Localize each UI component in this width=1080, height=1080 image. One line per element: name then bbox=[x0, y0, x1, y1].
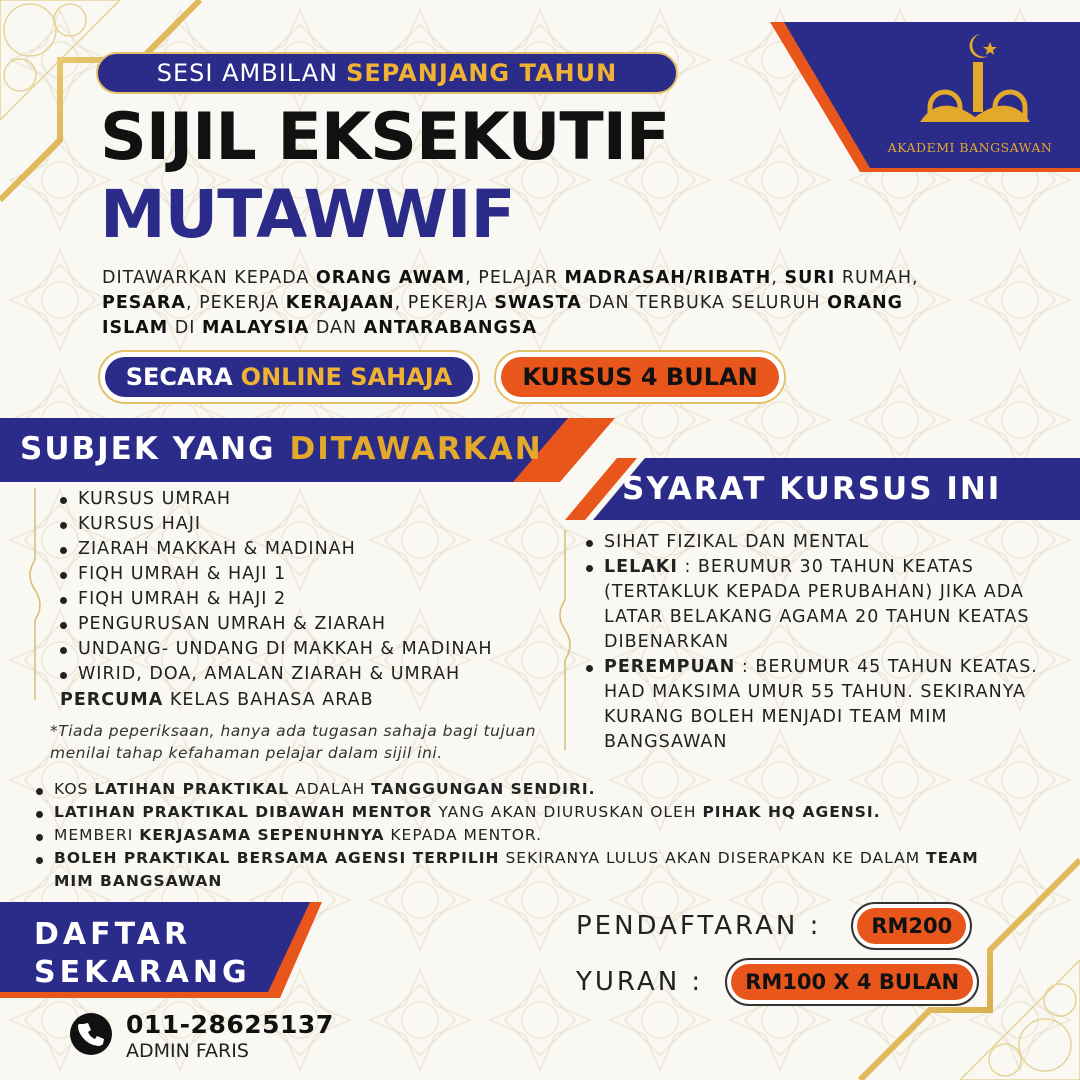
practical-item bbox=[32, 847, 992, 893]
duration-badge: KURSUS 4 BULAN bbox=[501, 357, 779, 397]
intake-label: SESI AMBILAN bbox=[156, 59, 339, 87]
contact-name: ADMIN FARIS bbox=[126, 1040, 249, 1062]
practical-item bbox=[32, 824, 992, 847]
practical-list bbox=[32, 778, 992, 893]
bold-text: TEAM MIM BANGSAWAN bbox=[54, 849, 979, 890]
text: DITAWARKAN KEPADA bbox=[102, 268, 316, 288]
text: DI bbox=[168, 318, 202, 338]
subject-item: UNDANG- UNDANG DI MAKKAH & MADINAH bbox=[56, 637, 556, 662]
bold-text: MALAYSIA bbox=[202, 318, 310, 338]
fee-label: YURAN : bbox=[576, 967, 704, 997]
subject-item: ZIARAH MAKKAH & MADINAH bbox=[56, 537, 556, 562]
text: YANG AKAN DIURUSKAN OLEH bbox=[432, 803, 703, 821]
text: ADALAH bbox=[289, 780, 372, 798]
subjects-heading-prefix: SUBJEK YANG bbox=[20, 431, 276, 467]
monthly-fee-row bbox=[576, 958, 979, 1006]
bold-text: TANGGUNGAN SENDIRI. bbox=[371, 780, 596, 798]
text: , PELAJAR bbox=[465, 268, 565, 288]
online-badge-frame bbox=[98, 350, 480, 404]
practical-item bbox=[32, 778, 992, 801]
text: KEPADA MENTOR. bbox=[384, 826, 543, 844]
requirement-item bbox=[582, 655, 1062, 755]
subject-item: PENGURUSAN UMRAH & ZIARAH bbox=[56, 612, 556, 637]
online-badge bbox=[105, 357, 473, 397]
text: RUMAH, bbox=[835, 268, 919, 288]
requirement-bold: PEREMPUAN bbox=[604, 657, 736, 677]
free-class bbox=[60, 690, 374, 710]
page-title-line1: SIJIL EKSEKUTIF bbox=[100, 100, 670, 175]
subjects-heading-highlight: DITAWARKAN bbox=[289, 431, 543, 467]
online-highlight: ONLINE SAHAJA bbox=[240, 363, 453, 391]
requirement-text: SIHAT FIZIKAL DAN MENTAL bbox=[604, 532, 870, 552]
text: , bbox=[771, 268, 785, 288]
bold-text: ORANG AWAM bbox=[315, 268, 466, 288]
bold-text: BOLEH PRAKTIKAL BERSAMA AGENSI TERPILIH bbox=[54, 849, 500, 867]
register-now-banner[interactable] bbox=[0, 902, 320, 998]
text: KOS bbox=[54, 780, 95, 798]
requirements-list bbox=[582, 530, 1062, 755]
bold-text: LATIHAN PRAKTIKAL DIBAWAH MENTOR bbox=[54, 803, 433, 821]
register-line2: SEKARANG bbox=[34, 955, 251, 990]
bold-text: SWASTA bbox=[494, 293, 582, 313]
registration-price: RM200 bbox=[857, 908, 966, 944]
practical-item bbox=[32, 801, 992, 824]
bold-text: MADRASAH/RIBATH bbox=[564, 268, 772, 288]
intake-highlight: SEPANJANG TAHUN bbox=[346, 59, 618, 87]
duration-badge-frame bbox=[494, 350, 786, 404]
registration-price-pill bbox=[851, 902, 972, 950]
bold-text: KERAJAAN bbox=[285, 293, 395, 313]
registration-label: PENDAFTARAN : bbox=[576, 911, 822, 941]
bold-text: SURI bbox=[784, 268, 836, 288]
intake-pill bbox=[96, 52, 678, 94]
free-class-text: KELAS BAHASA ARAB bbox=[169, 690, 374, 710]
requirement-item bbox=[582, 530, 1062, 555]
online-prefix: SECARA bbox=[125, 363, 233, 391]
subject-item: WIRID, DOA, AMALAN ZIARAH & UMRAH bbox=[56, 662, 556, 687]
subject-item: KURSUS HAJI bbox=[56, 512, 556, 537]
subject-item: KURSUS UMRAH bbox=[56, 487, 556, 512]
bold-text: ANTARABANGSA bbox=[363, 318, 538, 338]
page-title-line2: MUTAWWIF bbox=[100, 176, 515, 253]
register-line1: DAFTAR bbox=[34, 917, 192, 952]
exam-note: *Tiada peperiksaan, hanya ada tugasan sahaja bagi tujuan menilai tahap kefahaman pelajar dalam sijil ini. bbox=[50, 722, 536, 762]
bold-text: ORANG ISLAM bbox=[102, 293, 904, 338]
requirements-heading: SYARAT KURSUS INI bbox=[622, 471, 1002, 507]
text: SEKIRANYA LULUS AKAN DISERAPKAN KE DALAM bbox=[499, 849, 927, 867]
intro-paragraph bbox=[102, 266, 962, 341]
requirement-bold: LELAKI bbox=[604, 557, 678, 577]
subjects-heading bbox=[20, 418, 543, 480]
requirement-text: : BERUMUR 45 TAHUN KEATAS. HAD MAKSIMA UMUR 55 TAHUN. SEKIRANYA KURANG BOLEH MENJADI TEAM MIM BANGSAWAN bbox=[604, 657, 1038, 752]
requirement-text: : BERUMUR 30 TAHUN KEATAS (TERTAKLUK KEPADA PERUBAHAN) JIKA ADA LATAR BELAKANG AGAMA 20 TAHUN KEATAS DIBENARKAN bbox=[604, 557, 1030, 652]
bold-text: PESARA bbox=[102, 293, 186, 313]
bold-text: PIHAK HQ AGENSI. bbox=[702, 803, 881, 821]
text: DAN TERBUKA SELURUH bbox=[581, 293, 828, 313]
fee-price-pill bbox=[725, 958, 979, 1006]
fee-price: RM100 X 4 BULAN bbox=[731, 964, 973, 1000]
text: , PEKERJA bbox=[394, 293, 495, 313]
text: DAN bbox=[309, 318, 364, 338]
text: , PEKERJA bbox=[185, 293, 286, 313]
subject-item: FIQH UMRAH & HAJI 1 bbox=[56, 562, 556, 587]
subject-item: FIQH UMRAH & HAJI 2 bbox=[56, 587, 556, 612]
subjects-list bbox=[56, 487, 556, 687]
brand-name: AKADEMI BANGSAWAN bbox=[887, 140, 1053, 155]
phone-number[interactable]: 011-28625137 bbox=[126, 1010, 334, 1039]
registration-fee-row bbox=[576, 902, 972, 950]
requirement-item bbox=[582, 555, 1062, 655]
text: MEMBERI bbox=[54, 826, 140, 844]
bold-text: KERJASAMA SEPENUHNYA bbox=[139, 826, 385, 844]
bold-text: LATIHAN PRAKTIKAL bbox=[94, 780, 290, 798]
phone-icon bbox=[70, 1013, 112, 1055]
free-class-bold: PERCUMA bbox=[60, 690, 164, 710]
